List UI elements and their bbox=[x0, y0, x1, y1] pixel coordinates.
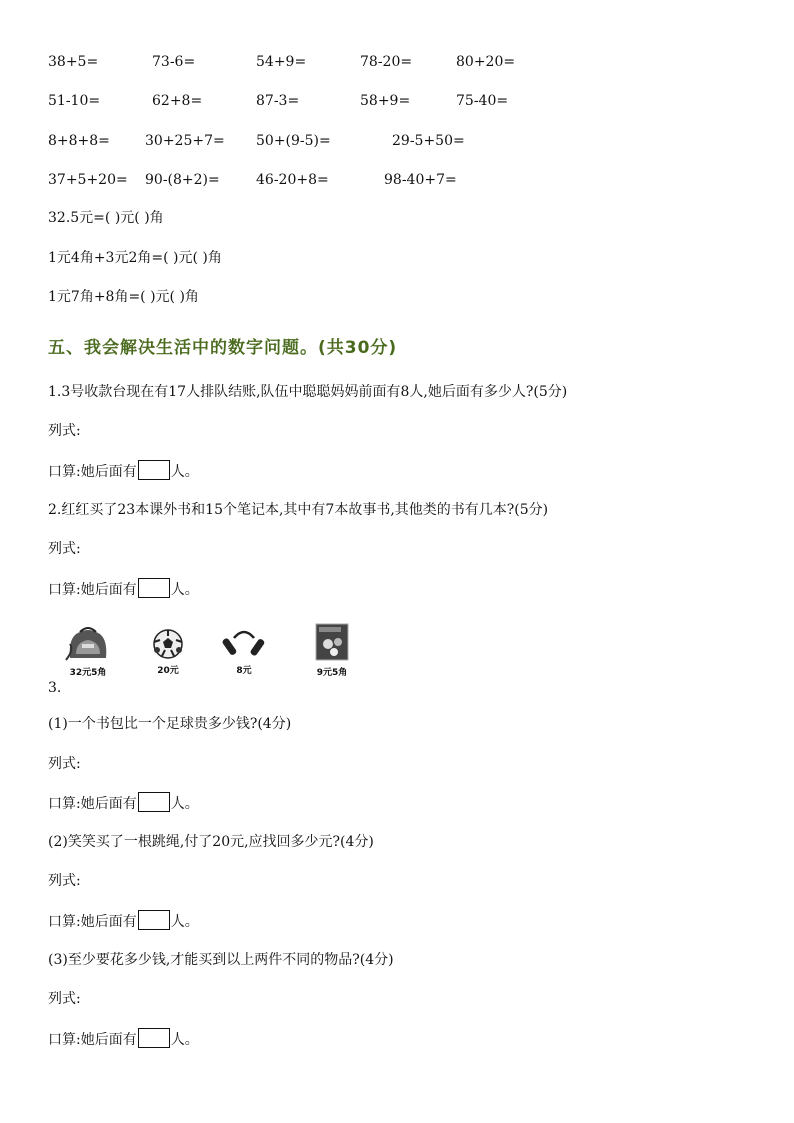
equation: 90-(8+2)= bbox=[145, 172, 220, 188]
answer-prefix: 口算:她后面有 bbox=[48, 1032, 137, 1048]
backpack-icon bbox=[62, 624, 114, 662]
answer-prefix: 口算:她后面有 bbox=[48, 582, 137, 598]
question-3-2: (2)笑笑买了一根跳绳,付了20元,应找回多少元?(4分) bbox=[48, 834, 374, 850]
equation: 98-40+7= bbox=[384, 172, 457, 188]
question-3-number: 3. bbox=[48, 680, 62, 696]
equation: 75-40= bbox=[456, 93, 509, 109]
formula-label: 列式: bbox=[48, 991, 81, 1007]
question-3-1: (1)一个书包比一个足球贵多少钱?(4分) bbox=[48, 716, 292, 732]
answer-suffix: 人。 bbox=[170, 582, 199, 598]
answer-line bbox=[48, 1028, 199, 1050]
equation: 51-10= bbox=[48, 93, 101, 109]
answer-suffix: 人。 bbox=[170, 914, 199, 930]
equation: 30+25+7= bbox=[145, 133, 225, 149]
answer-line bbox=[48, 578, 199, 600]
answer-suffix: 人。 bbox=[170, 464, 199, 480]
equation: 58+9= bbox=[360, 93, 411, 109]
answer-suffix: 人。 bbox=[170, 1032, 199, 1048]
answer-prefix: 口算:她后面有 bbox=[48, 796, 137, 812]
jump-rope-icon bbox=[216, 628, 272, 660]
product-items bbox=[60, 620, 380, 690]
answer-line bbox=[48, 910, 199, 932]
soccer-ball-icon bbox=[146, 628, 190, 660]
answer-suffix: 人。 bbox=[170, 796, 199, 812]
equation: 38+5= bbox=[48, 54, 99, 70]
equation: 29-5+50= bbox=[392, 133, 465, 149]
formula-label: 列式: bbox=[48, 423, 81, 439]
formula-label: 列式: bbox=[48, 756, 81, 772]
money-conversion: 1元4角+3元2角=( )元( )角 bbox=[48, 250, 222, 266]
answer-box[interactable] bbox=[138, 578, 170, 598]
item-jump-rope bbox=[216, 628, 272, 676]
answer-prefix: 口算:她后面有 bbox=[48, 464, 137, 480]
equation: 73-6= bbox=[152, 54, 196, 70]
item-book bbox=[300, 622, 364, 678]
money-conversion: 32.5元=( )元( )角 bbox=[48, 210, 164, 226]
question-1: 1.3号收款台现在有17人排队结账,队伍中聪聪妈妈前面有8人,她后面有多少人?(5分) bbox=[48, 384, 568, 400]
answer-box[interactable] bbox=[138, 460, 170, 480]
answer-box[interactable] bbox=[138, 910, 170, 930]
item-soccer-ball bbox=[146, 628, 190, 676]
question-3-3: (3)至少要花多少钱,才能买到以上两件不同的物品?(4分) bbox=[48, 952, 394, 968]
equation: 8+8+8= bbox=[48, 133, 110, 149]
item-price: 32元5角 bbox=[69, 668, 107, 678]
equation: 80+20= bbox=[456, 54, 516, 70]
equation: 78-20= bbox=[360, 54, 413, 70]
answer-line bbox=[48, 792, 199, 814]
answer-box[interactable] bbox=[138, 792, 170, 812]
equation: 37+5+20= bbox=[48, 172, 128, 188]
equation: 50+(9-5)= bbox=[256, 133, 331, 149]
equation: 62+8= bbox=[152, 93, 203, 109]
book-icon bbox=[300, 622, 364, 662]
item-backpack bbox=[62, 624, 114, 678]
item-price: 20元 bbox=[157, 666, 179, 676]
answer-prefix: 口算:她后面有 bbox=[48, 914, 137, 930]
item-price: 9元5角 bbox=[316, 668, 348, 678]
equation: 46-20+8= bbox=[256, 172, 329, 188]
formula-label: 列式: bbox=[48, 541, 81, 557]
section-title: 五、我会解决生活中的数字问题。(共30分) bbox=[48, 338, 398, 358]
question-2: 2.红红买了23本课外书和15个笔记本,其中有7本故事书,其他类的书有几本?(5分) bbox=[48, 502, 549, 518]
money-conversion: 1元7角+8角=( )元( )角 bbox=[48, 289, 199, 305]
equation: 87-3= bbox=[256, 93, 300, 109]
item-price: 8元 bbox=[236, 666, 252, 676]
equation: 54+9= bbox=[256, 54, 307, 70]
answer-box[interactable] bbox=[138, 1028, 170, 1048]
answer-line bbox=[48, 460, 199, 482]
formula-label: 列式: bbox=[48, 873, 81, 889]
